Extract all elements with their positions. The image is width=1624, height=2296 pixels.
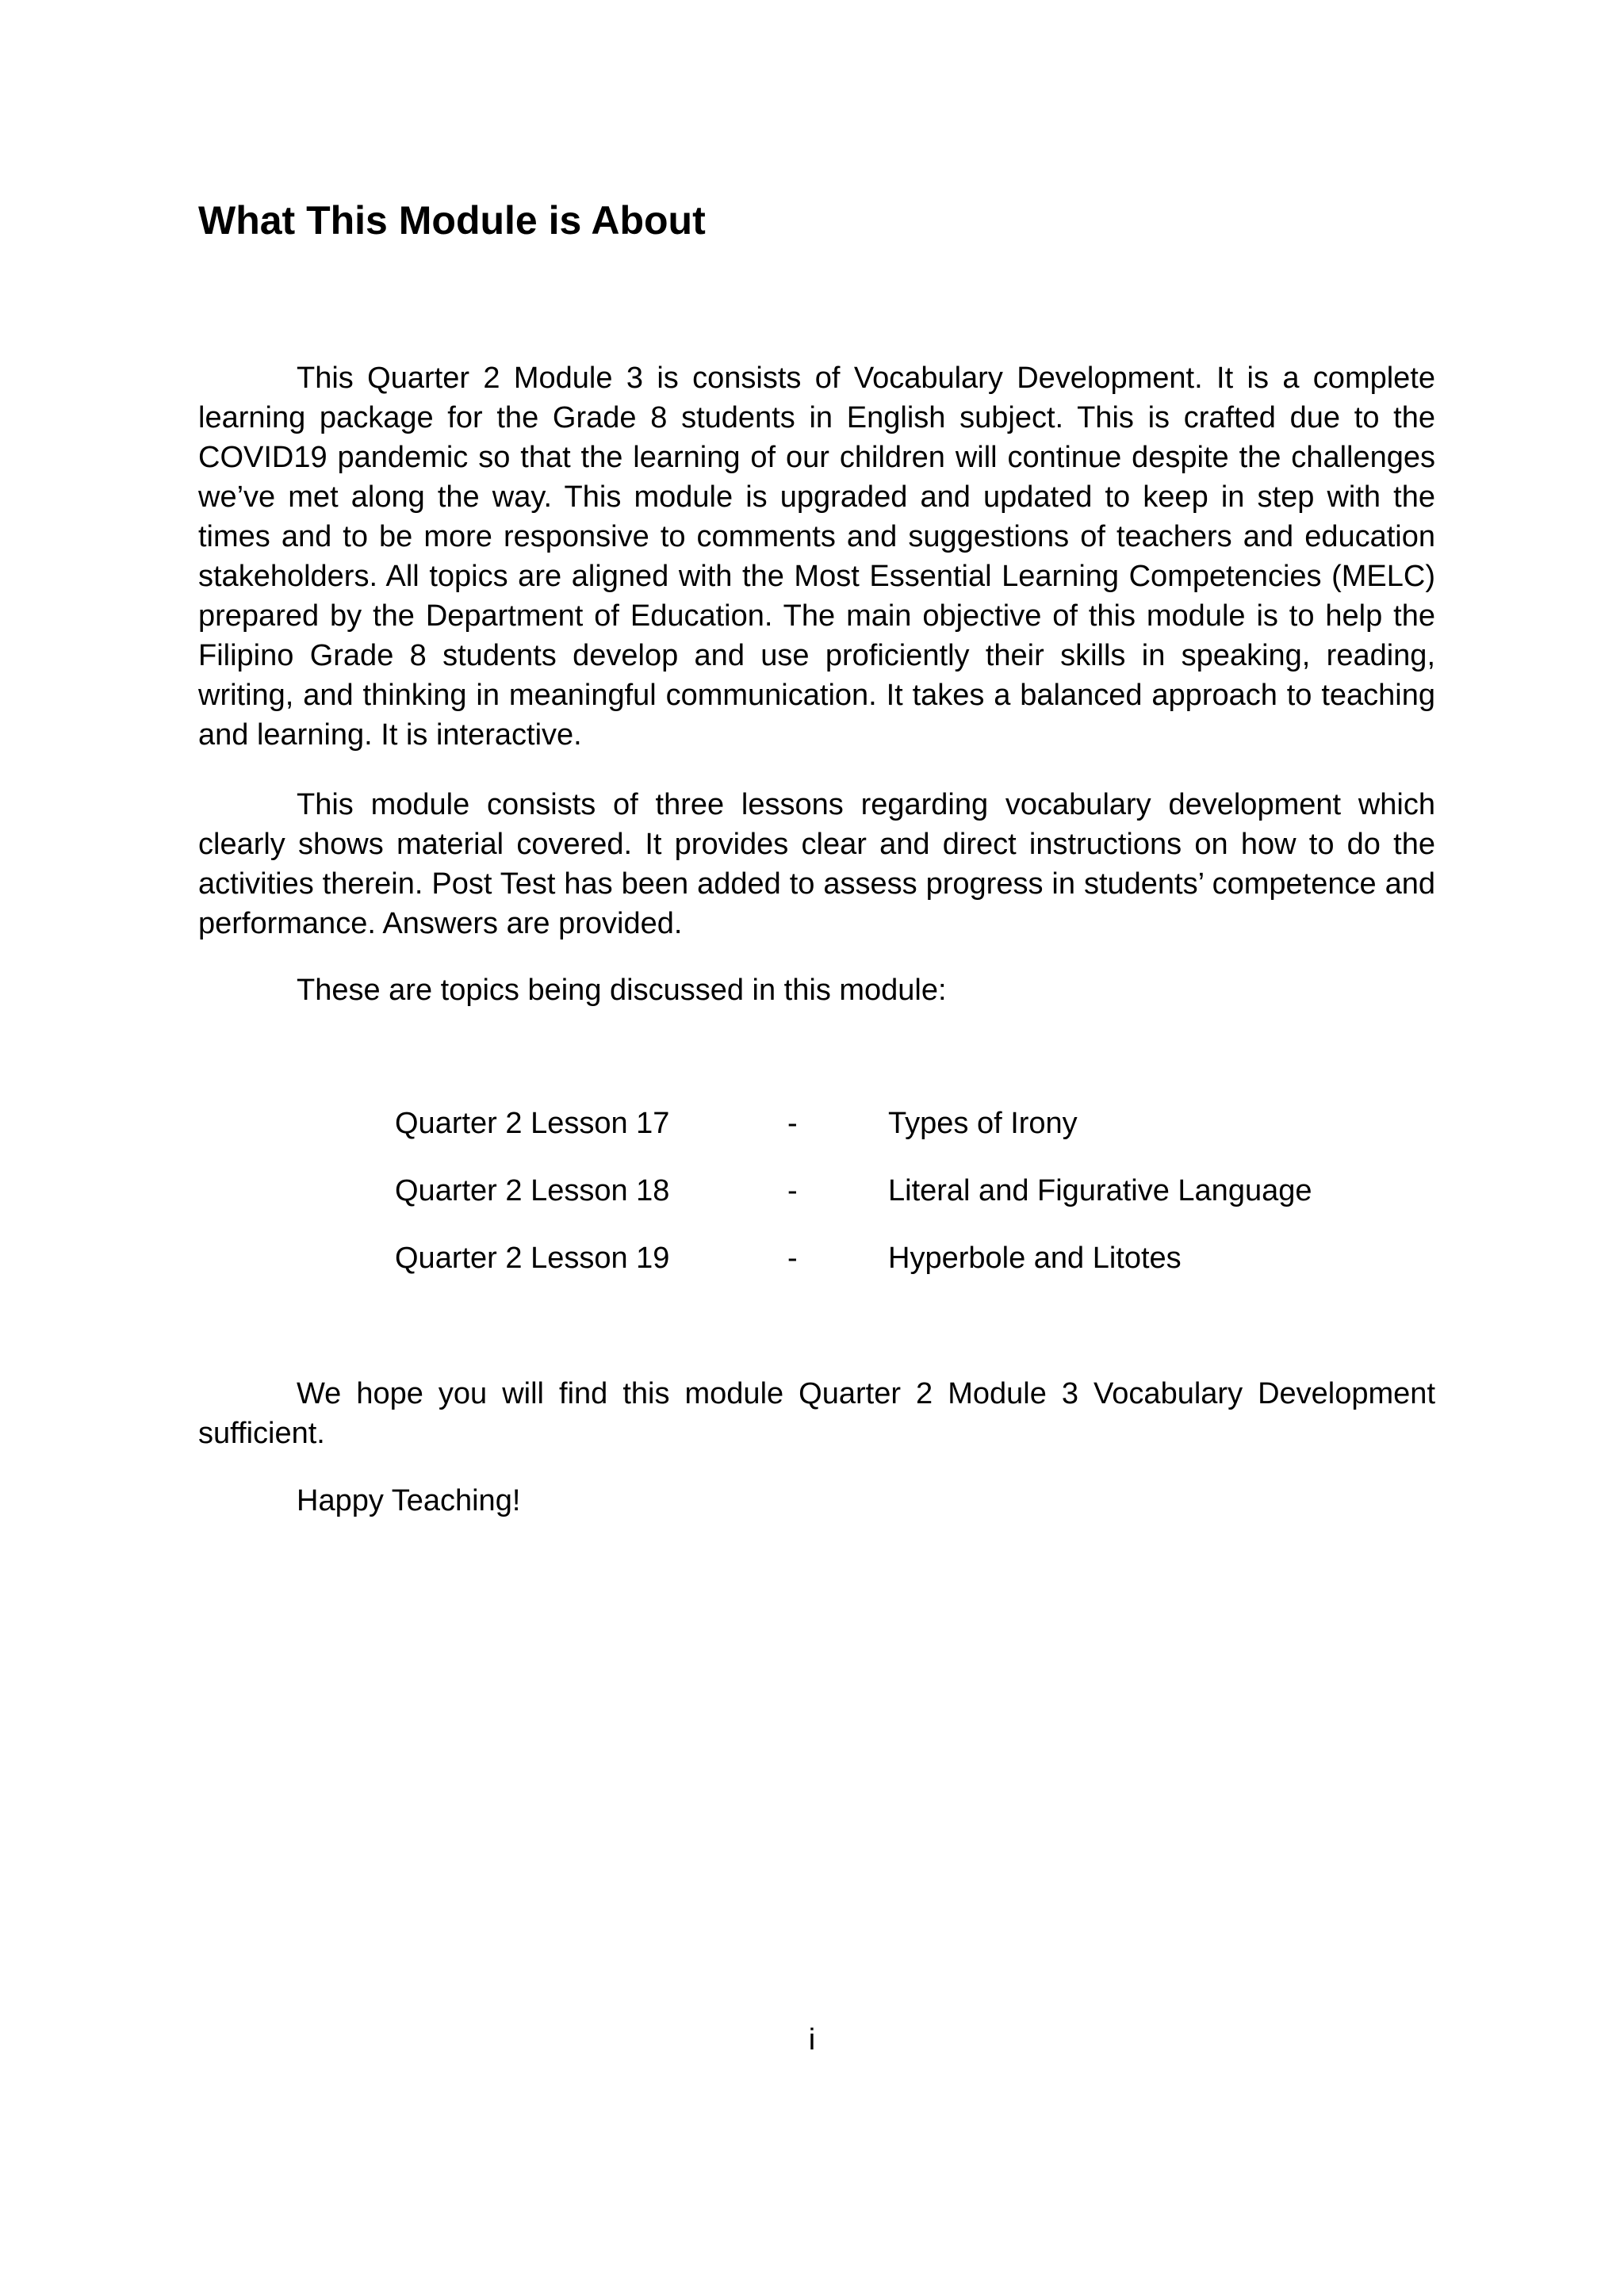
- topic-row-19: [395, 1238, 1426, 1306]
- topic-row-17: [395, 1104, 1426, 1171]
- intro-paragraph: This Quarter 2 Module 3 is consists of Vocabulary Development. It is a complete learning package for the Grade 8 students in English subject. This is crafted due to the COVID19 pandemic so that the learning of our children will continue despite the challenges we’ve met along the way. This module is upgraded and updated to keep in step with the times and to be more responsive to comments and suggestions of teachers and education stakeholders. All topics are aligned with the Most Essential Learning Competencies (MELC) prepared by the Department of Education. The main objective of this module is to help the Filipino Grade 8 students develop and use proficiently their skills in speaking, reading, writing, and thinking in meaningful communication. It takes a balanced approach to teaching and learning. It is interactive.: [198, 362, 1435, 752]
- topic-title: Hyperbole and Litotes: [888, 1242, 1182, 1275]
- topics-intro-paragraph: These are topics being discussed in this module:: [297, 974, 947, 1007]
- topic-title: Types of Irony: [888, 1107, 1078, 1140]
- lessons-paragraph: This module consists of three lessons regarding vocabulary development which clearly shows material covered. It provides clear and direct instructions on how to do the activities therein. Post Test has been added to assess progress in students’ competence and performance. Answers are provided.: [198, 788, 1435, 940]
- topic-separator: -: [787, 1174, 798, 1207]
- closing-paragraph: We hope you will find this module Quarter 2 Module 3 Vocabulary Development sufficient.: [198, 1377, 1435, 1450]
- topics-list: [395, 1104, 1426, 1306]
- topic-lesson-label: Quarter 2 Lesson 18: [395, 1174, 670, 1207]
- topic-row-18: [395, 1171, 1426, 1238]
- topic-title: Literal and Figurative Language: [888, 1174, 1312, 1207]
- topic-lesson-label: Quarter 2 Lesson 19: [395, 1242, 670, 1275]
- topic-separator: -: [787, 1242, 798, 1275]
- page-title: What This Module is About: [198, 198, 706, 243]
- topic-separator: -: [787, 1107, 798, 1140]
- sign-off: Happy Teaching!: [297, 1484, 521, 1517]
- page-number: i: [808, 2023, 816, 2057]
- topic-lesson-label: Quarter 2 Lesson 17: [395, 1107, 670, 1140]
